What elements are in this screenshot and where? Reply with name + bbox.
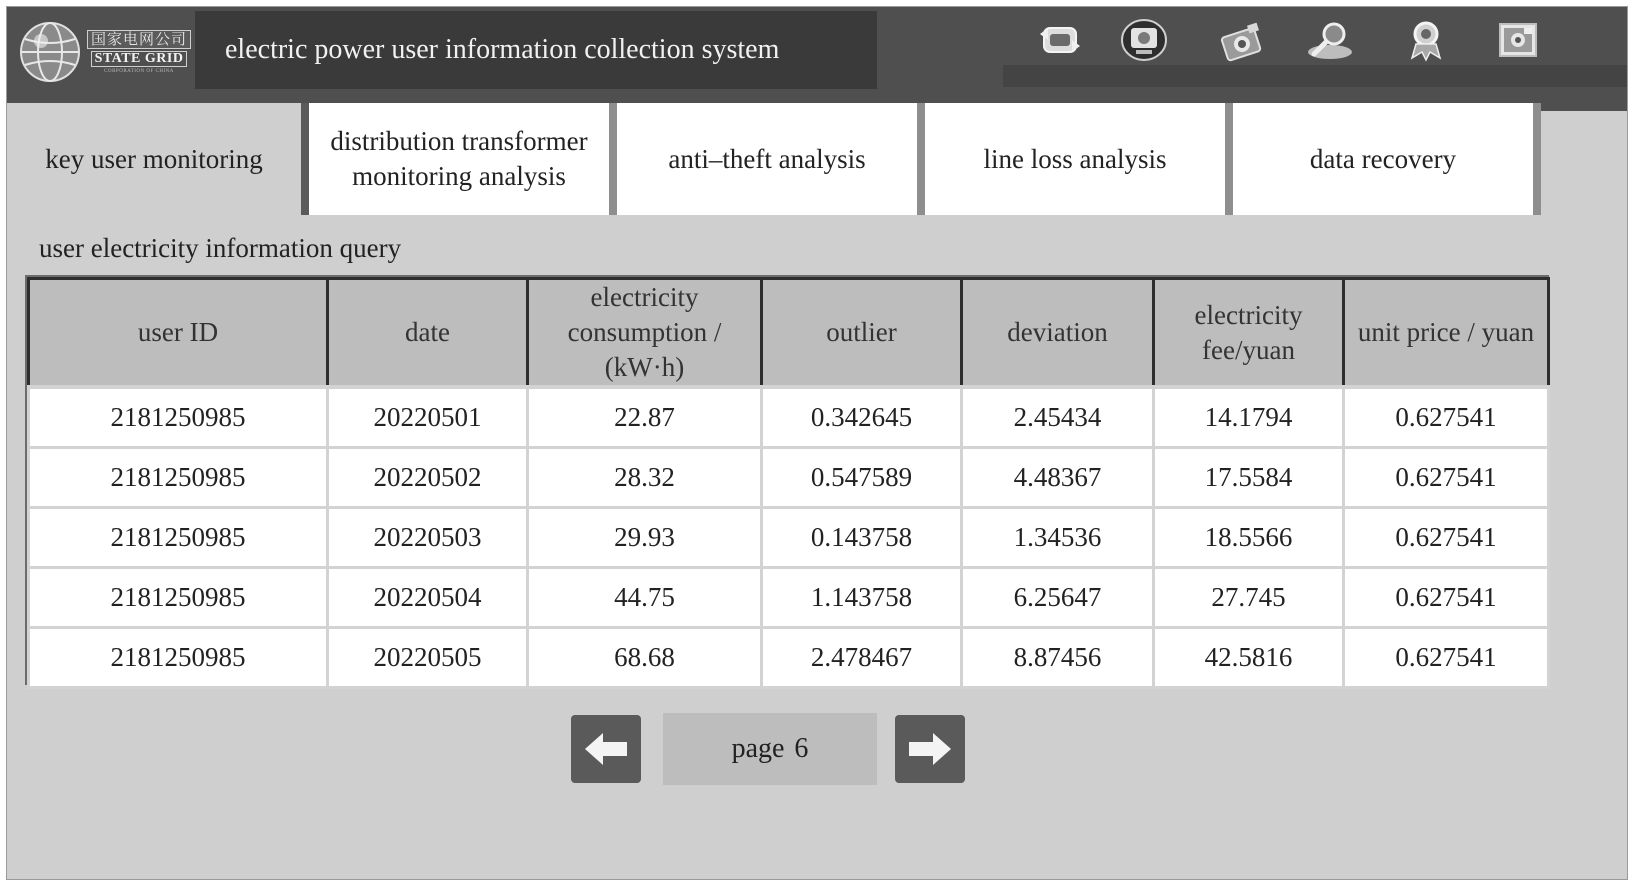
table-row[interactable] — [29, 627, 1549, 687]
tab-data-recovery[interactable] — [1233, 103, 1541, 215]
cell-outlier: 0.143758 — [762, 507, 962, 567]
cell-consumption: 44.75 — [528, 567, 762, 627]
module-tabs — [7, 103, 1628, 215]
cell-user-id: 2181250985 — [29, 507, 328, 567]
search-icon[interactable] — [1305, 17, 1355, 63]
state-grid-logo — [13, 15, 195, 89]
column-header-user-id[interactable]: user ID — [29, 279, 328, 388]
camera-icon[interactable] — [1217, 17, 1267, 63]
previous-page-button[interactable] — [571, 715, 641, 783]
cell-outlier: 1.143758 — [762, 567, 962, 627]
app-title: electric power user information collection system — [225, 34, 780, 65]
cell-date: 20220505 — [328, 627, 528, 687]
cell-date: 20220503 — [328, 507, 528, 567]
tab-label: key user monitoring — [45, 143, 263, 174]
monitor-icon[interactable] — [1119, 17, 1169, 63]
tab-label: anti–theft analysis — [668, 143, 866, 174]
tab-label: distribution transformer monitoring analysis — [330, 126, 588, 191]
tab-distribution-transformer-monitoring[interactable] — [309, 103, 617, 215]
data-table — [27, 277, 1550, 689]
arrow-right-icon — [905, 729, 955, 769]
column-header-outlier[interactable]: outlier — [762, 279, 962, 388]
cell-deviation: 1.34536 — [962, 507, 1154, 567]
cell-date: 20220501 — [328, 387, 528, 447]
cell-deviation: 6.25647 — [962, 567, 1154, 627]
cell-fee: 14.1794 — [1154, 387, 1344, 447]
cell-unit-price: 0.627541 — [1344, 387, 1549, 447]
settings-icon[interactable] — [1493, 17, 1543, 63]
column-header-consumption[interactable]: electricity consumption / (kW·h) — [528, 279, 762, 388]
cell-unit-price: 0.627541 — [1344, 447, 1549, 507]
cell-fee: 27.745 — [1154, 567, 1344, 627]
cell-outlier: 2.478467 — [762, 627, 962, 687]
cell-unit-price: 0.627541 — [1344, 567, 1549, 627]
toolbar-strip — [1003, 65, 1628, 87]
table-row[interactable] — [29, 507, 1549, 567]
next-page-button[interactable] — [895, 715, 965, 783]
logo-chinese-text: 国家电网公司 — [87, 30, 191, 49]
column-header-date[interactable]: date — [328, 279, 528, 388]
cell-user-id: 2181250985 — [29, 447, 328, 507]
column-header-fee[interactable]: electricity fee/yuan — [1154, 279, 1344, 388]
cell-consumption: 22.87 — [528, 387, 762, 447]
cell-consumption: 68.68 — [528, 627, 762, 687]
tab-anti-theft-analysis[interactable] — [617, 103, 925, 215]
cell-user-id: 2181250985 — [29, 567, 328, 627]
cell-fee: 17.5584 — [1154, 447, 1344, 507]
column-header-unit-price[interactable]: unit price / yuan — [1344, 279, 1549, 388]
cell-fee: 42.5816 — [1154, 627, 1344, 687]
logo-english-text: STATE GRID — [91, 51, 188, 67]
table-row[interactable] — [29, 447, 1549, 507]
cell-deviation: 8.87456 — [962, 627, 1154, 687]
cell-deviation: 4.48367 — [962, 447, 1154, 507]
header-bar — [7, 7, 1628, 111]
page-indicator — [663, 713, 877, 785]
table-row[interactable] — [29, 387, 1549, 447]
section-title: user electricity information query — [39, 233, 402, 263]
cell-consumption: 29.93 — [528, 507, 762, 567]
cell-date: 20220504 — [328, 567, 528, 627]
arrow-left-icon — [581, 729, 631, 769]
tab-key-user-monitoring[interactable] — [7, 103, 309, 215]
page-label: page — [731, 733, 785, 764]
cell-user-id: 2181250985 — [29, 627, 328, 687]
tab-label: line loss analysis — [983, 143, 1167, 174]
user-electricity-table — [25, 275, 1549, 685]
cell-outlier: 0.342645 — [762, 387, 962, 447]
cell-unit-price: 0.627541 — [1344, 507, 1549, 567]
cell-outlier: 0.547589 — [762, 447, 962, 507]
globe-logo-icon — [19, 21, 81, 83]
column-header-deviation[interactable]: deviation — [962, 279, 1154, 388]
logo-subtitle: CORPORATION OF CHINA — [104, 69, 174, 74]
inspect-icon[interactable] — [1401, 17, 1451, 63]
app-window — [6, 6, 1628, 880]
table-row[interactable] — [29, 567, 1549, 627]
cell-user-id: 2181250985 — [29, 387, 328, 447]
cell-date: 20220502 — [328, 447, 528, 507]
table-header-row — [29, 279, 1549, 388]
cell-consumption: 28.32 — [528, 447, 762, 507]
switch-icon[interactable] — [1035, 17, 1085, 63]
title-bar — [195, 11, 877, 89]
tab-label: data recovery — [1309, 143, 1457, 174]
page-number: 6 — [794, 733, 809, 764]
tab-line-loss-analysis[interactable] — [925, 103, 1233, 215]
cell-unit-price: 0.627541 — [1344, 627, 1549, 687]
cell-deviation: 2.45434 — [962, 387, 1154, 447]
cell-fee: 18.5566 — [1154, 507, 1344, 567]
